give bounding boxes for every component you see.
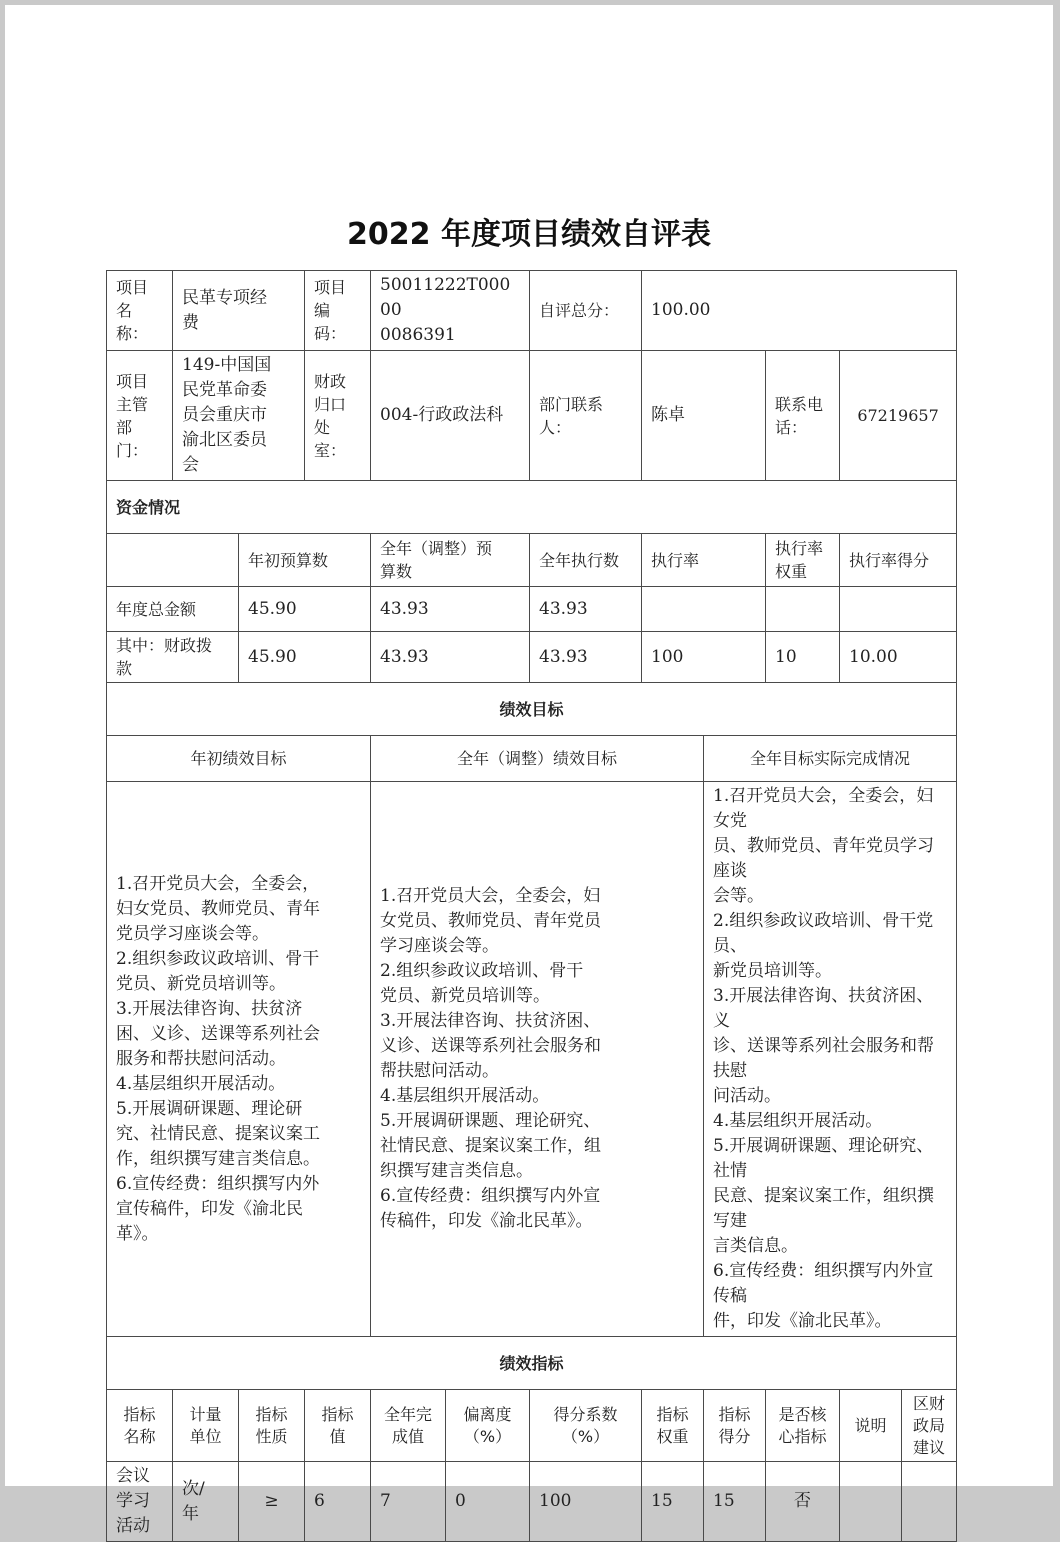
total-score-label: 自评总分： [530, 271, 642, 351]
indicator-cell: 会议 学习 活动 [107, 1462, 173, 1542]
total-score-value: 100.00 [642, 271, 957, 351]
phone-label: 联系电 话： [766, 351, 840, 481]
contact-label: 部门联系 人： [530, 351, 642, 481]
indicator-header: 偏离度 （%） [446, 1390, 530, 1462]
funds-cell: 10.00 [840, 632, 957, 683]
funds-cell: 45.90 [239, 587, 371, 632]
info-row-1 [107, 271, 957, 351]
funds-cell: 100 [642, 632, 766, 683]
finance-office-value: 004-行政政法科 [371, 351, 530, 481]
funds-header: 全年执行数 [530, 534, 642, 587]
indicator-cell [840, 1462, 902, 1542]
dept-label: 项目 主管 部 门： [107, 351, 173, 481]
goals-header-adjusted: 全年（调整）绩效目标 [371, 736, 704, 782]
funds-cell: 45.90 [239, 632, 371, 683]
funds-cell: 其中：财政拨 款 [107, 632, 239, 683]
funds-row [107, 632, 957, 683]
goals-header-actual: 全年目标实际完成情况 [704, 736, 957, 782]
indicator-header: 得分系数 （%） [530, 1390, 642, 1462]
indicator-cell: 15 [704, 1462, 766, 1542]
project-code-label: 项目 编 码： [305, 271, 371, 351]
indicator-header: 指标 得分 [704, 1390, 766, 1462]
goals-adjusted-text: 1.召开党员大会，全委会，妇 女党员、教师党员、青年党员 学习座谈会等。 2.组织参政议政培训、骨干 党员、新党员培训等。 3.开展法律咨询、扶贫济困、 义诊、送课等系列社会服务和 帮扶慰问活动。 4.基层组织开展活动。 5.开展调研课题、理论研究、 社情民意、提案议案工作，组 织撰写建言类信息。 6.宣传经费：组织撰写内外宣 传稿件，印发《渝北民革》。 [371, 782, 704, 1337]
indicator-header: 说明 [840, 1390, 902, 1462]
document-page [5, 5, 1053, 1536]
goals-section-row [107, 683, 957, 736]
funds-cell: 年度总金额 [107, 587, 239, 632]
indicator-header: 指标 值 [305, 1390, 371, 1462]
funds-header: 执行率 [642, 534, 766, 587]
funds-cell: 43.93 [371, 632, 530, 683]
dept-value: 149-中国国 民党革命委 员会重庆市 渝北区委员 会 [173, 351, 305, 481]
indicator-cell: 否 [766, 1462, 840, 1542]
funds-cell: 43.93 [371, 587, 530, 632]
goals-section-title: 绩效目标 [107, 683, 957, 736]
self-evaluation-table [106, 270, 957, 1542]
funds-section-row [107, 481, 957, 534]
funds-cell: 43.93 [530, 587, 642, 632]
indicator-header: 是否核 心指标 [766, 1390, 840, 1462]
funds-cell: 10 [766, 632, 840, 683]
funds-header [107, 534, 239, 587]
indicator-cell: 100 [530, 1462, 642, 1542]
project-code-value: 50011222T00000 0086391 [371, 271, 530, 351]
indicator-header: 全年完 成值 [371, 1390, 446, 1462]
indicator-cell: 次/ 年 [173, 1462, 239, 1542]
funds-cell [766, 587, 840, 632]
phone-value: 67219657 [840, 351, 957, 481]
funds-header: 全年（调整）预 算数 [371, 534, 530, 587]
indicator-header: 计量 单位 [173, 1390, 239, 1462]
finance-office-label: 财政 归口 处 室： [305, 351, 371, 481]
goals-actual-text: 1.召开党员大会，全委会，妇女党 员、教师党员、青年党员学习座谈 会等。 2.组织参政议政培训、骨干党员、 新党员培训等。 3.开展法律咨询、扶贫济困、义 诊、送课等系列社会服务和帮扶慰 问活动。 4.基层组织开展活动。 5.开展调研课题、理论研究、社情 民意、提案议案工作，组织撰写建 言类信息。 6.宣传经费：组织撰写内外宣传稿 件，印发《渝北民革》。 [704, 782, 957, 1337]
funds-header-row [107, 534, 957, 587]
goals-initial-text: 1.召开党员大会，全委会， 妇女党员、教师党员、青年 党员学习座谈会等。 2.组织参政议政培训、骨干 党员、新党员培训等。 3.开展法律咨询、扶贫济 困、义诊、送课等系列社会 服务和帮扶慰问活动。 4.基层组织开展活动。 5.开展调研课题、理论研 究、社情民意、提案议案工 作，组织撰写建言类信息。 6.宣传经费：组织撰写内外 宣传稿件，印发《渝北民 革》。 [107, 782, 371, 1337]
indicator-header: 区财 政局 建议 [902, 1390, 957, 1462]
funds-section-title: 资金情况 [107, 481, 957, 534]
indicator-cell: ≥ [239, 1462, 305, 1542]
indicator-cell: 15 [642, 1462, 704, 1542]
indicators-header-row [107, 1390, 957, 1462]
funds-header: 执行率得分 [840, 534, 957, 587]
project-name-value: 民革专项经 费 [173, 271, 305, 351]
indicators-section-title: 绩效指标 [107, 1337, 957, 1390]
funds-cell [840, 587, 957, 632]
indicator-cell: 6 [305, 1462, 371, 1542]
info-row-2 [107, 351, 957, 481]
project-name-label: 项目 名 称： [107, 271, 173, 351]
goals-content-row [107, 782, 957, 1337]
funds-row [107, 587, 957, 632]
page-title: 2022 年度项目绩效自评表 [347, 217, 711, 252]
indicator-header: 指标 性质 [239, 1390, 305, 1462]
indicators-section-row [107, 1337, 957, 1390]
funds-header: 年初预算数 [239, 534, 371, 587]
indicator-cell: 0 [446, 1462, 530, 1542]
indicator-cell [902, 1462, 957, 1542]
indicator-header: 指标 权重 [642, 1390, 704, 1462]
funds-header: 执行率 权重 [766, 534, 840, 587]
indicator-row [107, 1462, 957, 1542]
funds-cell [642, 587, 766, 632]
indicator-header: 指标 名称 [107, 1390, 173, 1462]
goals-header-row [107, 736, 957, 782]
contact-value: 陈卓 [642, 351, 766, 481]
funds-cell: 43.93 [530, 632, 642, 683]
indicator-cell: 7 [371, 1462, 446, 1542]
goals-header-initial: 年初绩效目标 [107, 736, 371, 782]
